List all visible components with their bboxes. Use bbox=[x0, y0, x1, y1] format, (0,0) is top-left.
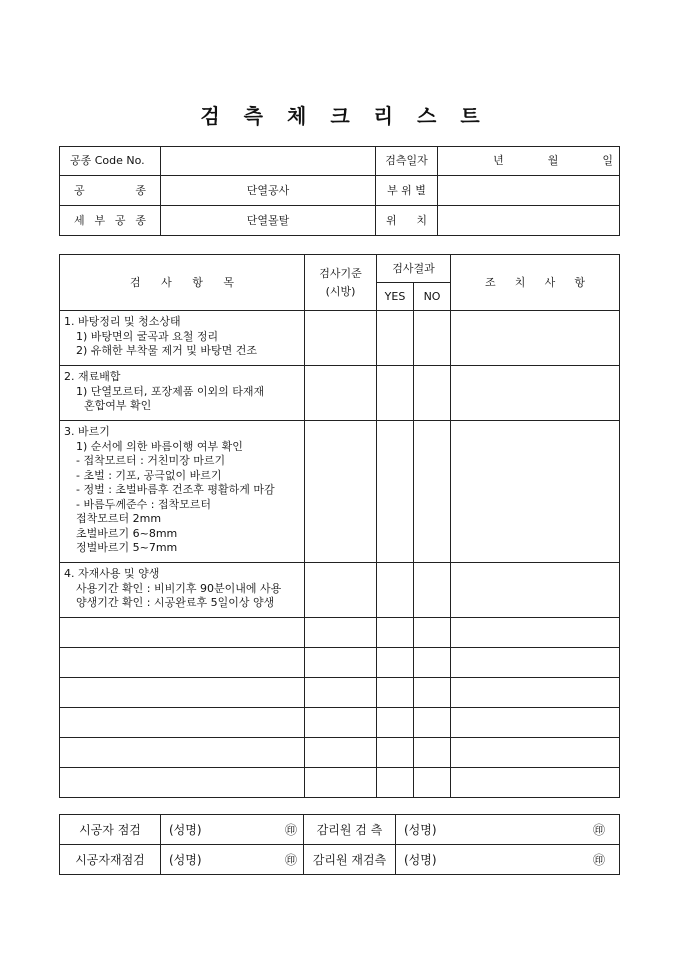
standard-cell[interactable] bbox=[305, 768, 377, 798]
item-line: 혼합여부 확인 bbox=[84, 399, 152, 412]
title-char: 트 bbox=[460, 104, 480, 128]
detail-label-char: 부 bbox=[94, 213, 106, 227]
supervisor-recheck-label: 감리원 재검측 bbox=[304, 845, 396, 875]
title-char: 검 bbox=[200, 104, 220, 128]
no-cell[interactable] bbox=[414, 311, 451, 366]
standard-cell[interactable] bbox=[305, 648, 377, 678]
yes-cell[interactable] bbox=[377, 768, 414, 798]
standard-cell[interactable] bbox=[305, 618, 377, 648]
yes-cell[interactable] bbox=[377, 648, 414, 678]
item-cell[interactable] bbox=[60, 708, 305, 738]
work-value[interactable]: 단열공사 bbox=[161, 176, 376, 206]
no-cell[interactable] bbox=[414, 618, 451, 648]
location-value[interactable] bbox=[438, 206, 620, 236]
yes-cell[interactable] bbox=[377, 366, 414, 421]
action-cell[interactable] bbox=[451, 648, 620, 678]
standard-cell[interactable] bbox=[305, 421, 377, 563]
col-action-header bbox=[451, 255, 620, 311]
seal-icon: ㊞ bbox=[463, 845, 620, 875]
action-cell[interactable] bbox=[451, 678, 620, 708]
yes-cell[interactable] bbox=[377, 311, 414, 366]
title-char: 스 bbox=[416, 104, 437, 128]
item-cell[interactable] bbox=[60, 738, 305, 768]
checklist-item bbox=[60, 366, 305, 421]
seal-icon: ㊞ bbox=[217, 815, 304, 845]
checklist-table bbox=[59, 254, 620, 798]
item-cell[interactable] bbox=[60, 678, 305, 708]
blank-row bbox=[60, 708, 620, 738]
col-items-char: 목 bbox=[223, 275, 234, 289]
item-cell[interactable] bbox=[60, 648, 305, 678]
checklist-item bbox=[60, 311, 305, 366]
no-cell[interactable] bbox=[414, 563, 451, 618]
work-label-char: 공 bbox=[74, 183, 85, 197]
header-table bbox=[59, 146, 620, 236]
checklist-item bbox=[60, 421, 305, 563]
yes-cell[interactable] bbox=[377, 678, 414, 708]
contractor-material-name[interactable]: (성명) bbox=[161, 845, 217, 875]
col-action-char: 사 bbox=[544, 275, 556, 289]
item-line: - 바름두께준수 : 접착모르터 bbox=[76, 497, 212, 511]
standard-cell[interactable] bbox=[305, 678, 377, 708]
date-value[interactable] bbox=[438, 147, 620, 176]
detail-label-char: 세 bbox=[74, 213, 85, 227]
date-month: 월 bbox=[547, 154, 559, 167]
item-line: 사용기간 확인 : 비비기후 90분이내에 사용 bbox=[76, 581, 282, 595]
signature-table bbox=[59, 814, 620, 875]
item-line: 1) 단열모르터, 포장제품 이외의 타재재 bbox=[76, 384, 265, 398]
contractor-material-label: 시공자재점검 bbox=[60, 845, 161, 875]
item-line: - 초벌 : 기포, 공극없이 바르기 bbox=[76, 468, 222, 482]
action-cell[interactable] bbox=[451, 618, 620, 648]
item-line: - 정벌 : 초벌바름후 건조후 평활하게 마감 bbox=[76, 483, 275, 496]
blank-row bbox=[60, 678, 620, 708]
standard-cell[interactable] bbox=[305, 563, 377, 618]
date-year: 년 bbox=[493, 154, 504, 167]
col-result-header: 검사결과 bbox=[377, 255, 451, 283]
col-standard-line1: 검사기준 bbox=[319, 266, 362, 280]
contractor-name[interactable]: (성명) bbox=[161, 815, 217, 845]
no-cell[interactable] bbox=[414, 738, 451, 768]
standard-cell[interactable] bbox=[305, 366, 377, 421]
title-char: 측 bbox=[243, 104, 263, 128]
item-line: 3. 바르기 bbox=[64, 425, 110, 438]
page-title bbox=[0, 100, 680, 129]
no-cell[interactable] bbox=[414, 648, 451, 678]
code-value[interactable] bbox=[161, 147, 376, 176]
col-action-char: 치 bbox=[514, 275, 526, 289]
item-line: 1) 바탕면의 굴곡과 요철 정리 bbox=[76, 329, 219, 343]
item-line: 양생기간 확인 : 시공완료후 5일이상 양생 bbox=[76, 596, 275, 609]
col-items-char: 사 bbox=[161, 275, 172, 289]
standard-cell[interactable] bbox=[305, 708, 377, 738]
item-line: 1. 바탕정리 및 청소상태 bbox=[64, 315, 181, 328]
detail-label-char: 공 bbox=[114, 213, 126, 227]
seal-icon: ㊞ bbox=[217, 845, 304, 875]
item-cell[interactable] bbox=[60, 618, 305, 648]
action-cell[interactable] bbox=[451, 311, 620, 366]
item-line: 초벌바르기 6~8mm bbox=[76, 526, 178, 540]
yes-cell[interactable] bbox=[377, 421, 414, 563]
supervisor-recheck-name[interactable]: (성명) bbox=[396, 845, 463, 875]
col-yes-header: YES bbox=[377, 283, 414, 311]
no-cell[interactable] bbox=[414, 421, 451, 563]
location-label-char: 위 bbox=[386, 213, 397, 227]
seal-icon: ㊞ bbox=[463, 815, 620, 845]
blank-row bbox=[60, 618, 620, 648]
item-line: 접착모르터 2mm bbox=[76, 512, 162, 525]
code-label: 공종 Code No. bbox=[60, 147, 161, 176]
item-cell[interactable] bbox=[60, 768, 305, 798]
detail-label-char: 종 bbox=[135, 213, 146, 227]
part-label: 부 위 별 bbox=[376, 176, 438, 206]
no-cell[interactable] bbox=[414, 708, 451, 738]
col-items-char: 검 bbox=[130, 275, 141, 289]
contractor-label: 시공자 점검 bbox=[60, 815, 161, 845]
item-line: 1) 순서에 의한 바름이행 여부 확인 bbox=[76, 439, 243, 453]
title-char: 크 bbox=[330, 104, 350, 128]
supervisor-label: 감리원 검 측 bbox=[304, 815, 396, 845]
blank-row bbox=[60, 738, 620, 768]
work-label-char: 종 bbox=[135, 183, 146, 197]
col-no-header: NO bbox=[414, 283, 451, 311]
work-label bbox=[60, 176, 161, 206]
action-cell[interactable] bbox=[451, 563, 620, 618]
col-items-header bbox=[60, 255, 305, 311]
item-line: - 접착모르터 : 거친미장 마르기 bbox=[76, 454, 226, 467]
item-line: 2) 유해한 부착물 제거 및 바탕면 건조 bbox=[76, 344, 258, 357]
location-label bbox=[376, 206, 438, 236]
action-cell[interactable] bbox=[451, 421, 620, 563]
yes-cell[interactable] bbox=[377, 563, 414, 618]
item-line: 4. 자재사용 및 양생 bbox=[64, 567, 160, 580]
no-cell[interactable] bbox=[414, 678, 451, 708]
blank-row bbox=[60, 648, 620, 678]
col-standard-line2: (시방) bbox=[325, 284, 356, 298]
col-action-char: 항 bbox=[574, 275, 585, 289]
item-line: 정벌바르기 5~7mm bbox=[76, 541, 178, 554]
standard-cell[interactable] bbox=[305, 311, 377, 366]
yes-cell[interactable] bbox=[377, 618, 414, 648]
location-label-char: 치 bbox=[416, 213, 427, 227]
date-label: 검측일자 bbox=[376, 147, 438, 176]
action-cell[interactable] bbox=[451, 738, 620, 768]
part-value[interactable] bbox=[438, 176, 620, 206]
title-char: 리 bbox=[373, 104, 393, 128]
action-cell[interactable] bbox=[451, 708, 620, 738]
supervisor-name[interactable]: (성명) bbox=[396, 815, 463, 845]
no-cell[interactable] bbox=[414, 366, 451, 421]
col-items-char: 항 bbox=[192, 275, 203, 289]
col-standard-header bbox=[305, 255, 377, 311]
yes-cell[interactable] bbox=[377, 738, 414, 768]
date-day: 일 bbox=[602, 154, 613, 167]
action-cell[interactable] bbox=[451, 768, 620, 798]
item-line: 2. 재료배합 bbox=[64, 370, 121, 383]
blank-row bbox=[60, 768, 620, 798]
standard-cell[interactable] bbox=[305, 738, 377, 768]
title-char: 체 bbox=[287, 104, 307, 128]
checklist-item bbox=[60, 563, 305, 618]
detail-value[interactable]: 단열몰탈 bbox=[161, 206, 376, 236]
col-action-char: 조 bbox=[485, 275, 496, 289]
yes-cell[interactable] bbox=[377, 708, 414, 738]
no-cell[interactable] bbox=[414, 768, 451, 798]
action-cell[interactable] bbox=[451, 366, 620, 421]
detail-label bbox=[60, 206, 161, 236]
